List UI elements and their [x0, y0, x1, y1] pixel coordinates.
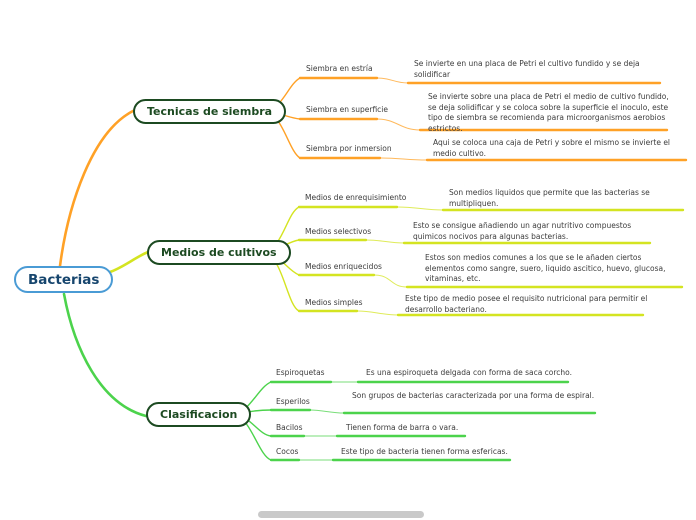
- note-siembra-en-estria[interactable]: Se invierte en una placa de Petri el cultivo fundido y se deja solidificar: [414, 59, 640, 79]
- subtopic-medios-de-enrequisimiento[interactable]: Medios de enrequisimiento: [305, 193, 407, 202]
- subtopic-medios-simples[interactable]: Medios simples: [305, 298, 363, 307]
- note-espiroquetas[interactable]: Es una espiroqueta delgada con forma de saca corcho.: [366, 368, 573, 377]
- note-siembra-por-inmersion[interactable]: Aqui se coloca una caja de Petri y sobre el mismo se invierte el medio cultivo.: [433, 138, 671, 158]
- subtopic-siembra-en-estria[interactable]: Siembra en estría: [306, 64, 373, 73]
- note-medios-de-enrequisimiento[interactable]: Son medios liquidos que permite que las bacterias se multipliquen.: [449, 188, 650, 208]
- horizontal-scrollbar[interactable]: [258, 511, 424, 518]
- note-medios-simples[interactable]: Este tipo de medio posee el requisito nutricional para permitir el desarrollo bacteriano.: [405, 294, 648, 314]
- note-medios-selectivos[interactable]: Esto se consigue añadiendo un agar nutritivo compuestos quimicos nocivos para algunas bacterias.: [413, 221, 632, 241]
- root-node-bacterias[interactable]: Bacterias: [14, 266, 113, 293]
- subtopic-siembra-en-superficie[interactable]: Siembra en superficie: [306, 105, 389, 114]
- note-esperilos[interactable]: Son grupos de bacterias caracterizada por una forma de espiral.: [352, 391, 595, 400]
- subtopic-siembra-por-inmersion[interactable]: Siembra por inmersion: [306, 144, 392, 153]
- subtopic-medios-enriquecidos[interactable]: Medios enriquecidos: [305, 262, 382, 271]
- branch-node-medios-de-cultivos[interactable]: Medios de cultivos: [147, 240, 291, 265]
- subtopic-esperilos[interactable]: Esperilos: [276, 397, 310, 406]
- subtopic-espiroquetas[interactable]: Espiroquetas: [276, 368, 325, 377]
- subtopic-cocos[interactable]: Cocos: [276, 447, 299, 456]
- subtopic-medios-selectivos[interactable]: Medios selectivos: [305, 227, 372, 236]
- subtopic-bacilos[interactable]: Bacilos: [276, 423, 303, 432]
- note-bacilos[interactable]: Tienen forma de barra o vara.: [346, 423, 459, 432]
- note-siembra-en-superficie[interactable]: Se invierte sobre una placa de Petri el medio de cultivo fundido, se deja solidificar y se coloca sobre la superficie el inoculo, este tipo de siembra se recomienda para microorganismos aerobios estrictos.: [428, 92, 669, 133]
- branch-node-tecnicas-de-siembra[interactable]: Tecnicas de siembra: [133, 99, 286, 124]
- note-cocos[interactable]: Este tipo de bacteria tienen forma esfericas.: [341, 447, 508, 456]
- note-medios-enriquecidos[interactable]: Estos son medios comunes a los que se le añaden ciertos elementos como sangre, suero, liquido ascitico, huevo, glucosa, vitaminas, etc.: [425, 253, 666, 283]
- branch-node-clasificacion[interactable]: Clasificacion: [146, 402, 251, 427]
